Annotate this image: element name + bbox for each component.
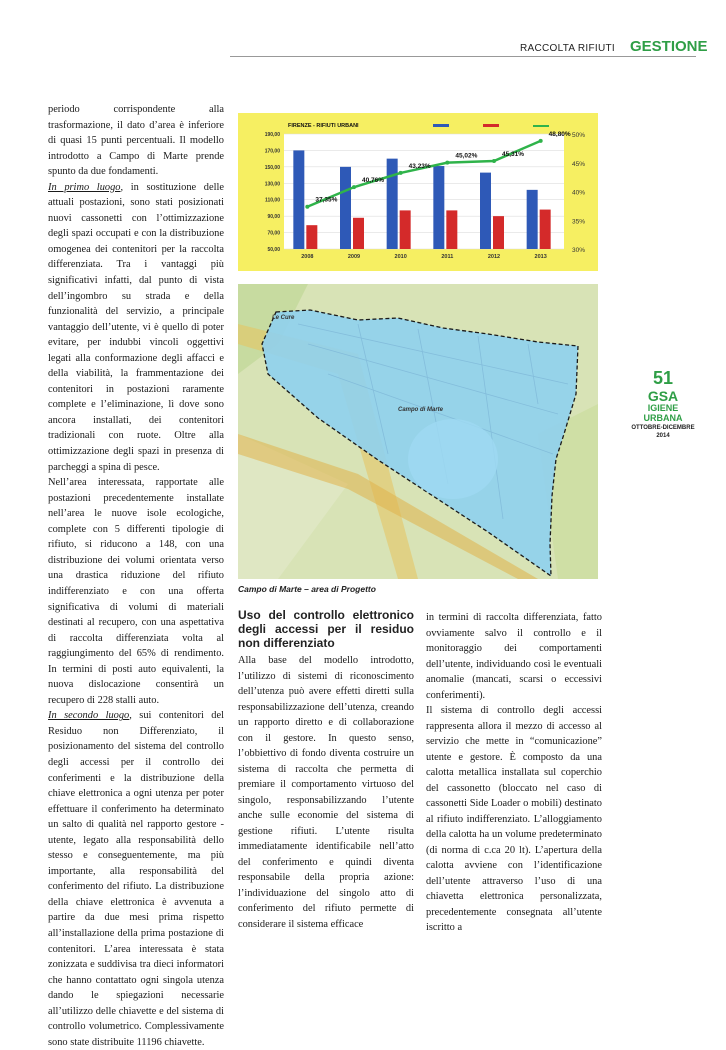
y-tick-label: 130,00 xyxy=(264,181,280,188)
category-title: GESTIONE xyxy=(630,38,708,55)
legend-swatch xyxy=(433,124,449,127)
y-tick-label: 150,00 xyxy=(264,164,280,171)
paragraph: Il sistema di controllo degli accessi rappresenta allora il mezzo di accesso al servizio che mette in “comunicazione” utente e gestore. È composto da una calotta metallica installata sul coperchio del cassonetto (bloccato nel caso di cassonetti Side Loader o mobili) destinato al rifiuto indifferenziato. L’alloggiamento della calotta ha un volume predeterminato (di norma di c.ca 20 lt). L’apertura della calotta avviene con l’identificazione dell’utente attraverso l’uso di una chiavetta elettronica personalizzata, precedentemente consegnata all’utente iscritto a xyxy=(426,705,602,933)
map-caption: Campo di Marte – area di Progetto xyxy=(238,584,376,594)
y-tick-label: 110,00 xyxy=(264,197,280,204)
y-tick-label: 70,00 xyxy=(267,230,280,237)
x-tick-label: 2009 xyxy=(347,254,361,260)
bar xyxy=(433,166,444,249)
bar xyxy=(527,190,538,249)
bar xyxy=(306,225,317,249)
waste-chart xyxy=(238,113,598,271)
chart-title: FIRENZE - RIFIUTI URBANI xyxy=(288,123,359,129)
magazine-subtitle: IGIENE URBANA xyxy=(643,403,683,423)
line-point xyxy=(305,205,309,209)
y-tick-label: 190,00 xyxy=(264,132,280,138)
paragraph-text: , in sostituzione delle attuali postazioni, sono stati posizionati nuovi cassonetti con l’ottimizzazione degli spazi occupati e con la distribuzione omogenea dei contenitori per la raccolta differenziata. Tra i vantaggi più significativi infatti, dal punto di vista dell’ingombro su strada e della funzionalità del servizio, a principale vantaggio dell’utente, vi è quello di poter evitare, per indubbi vincoli oggettivi legati alla conformazione degli affacci e della viabilità, la frammentazione dei contenitori in postazioni raramente complete e l’eliminazione, lì dove sono ancora installati, dei contenitori tradizionali con ruote. Oltre alla ottimizzazione degli spazi in presenza di parcheggi a spina di pesce. xyxy=(48,181,224,473)
text-column-2 xyxy=(238,608,414,932)
bar xyxy=(293,150,304,249)
data-label: 48,80% xyxy=(548,130,571,138)
y-tick-label: 90,00 xyxy=(267,214,280,221)
lead-phrase: In primo luogo xyxy=(48,181,121,193)
bar xyxy=(340,167,351,249)
paragraph xyxy=(48,180,224,475)
page-number: 51 xyxy=(652,368,674,388)
text-column-3 xyxy=(426,610,602,936)
line-point xyxy=(445,161,449,165)
line-point xyxy=(352,185,356,189)
data-label: 45,02% xyxy=(455,152,478,160)
area-map xyxy=(238,284,598,579)
y2-tick-label: 40% xyxy=(572,189,586,197)
lead-phrase: In secondo luogo xyxy=(48,710,130,722)
y2-tick-label: 45% xyxy=(572,160,586,168)
bar xyxy=(400,210,411,249)
y-tick-label: 170,00 xyxy=(264,148,280,155)
map-svg xyxy=(238,284,598,579)
x-tick-label: 2013 xyxy=(534,254,547,260)
chart-svg xyxy=(238,113,598,271)
y2-tick-label: 50% xyxy=(572,132,586,139)
section-heading: Uso del controllo elettronico degli accessi per il residuo non differenziato xyxy=(238,608,414,650)
map-label-area: Campo di Marte xyxy=(398,407,444,413)
bar xyxy=(387,159,398,249)
paragraph: Alla base del modello introdotto, l’utilizzo di sistemi di riconoscimento dell’utenza può avere effetti diretti sulla responsabilizzazione dell’utenza, creando un rapporto diretto e di collaborazione con il gestore. In questo senso, l’obbiettivo di fondo diventa costruire un sistema di raccolta che permetta di premiare il comportamento virtuoso del singolo, responsabilizzando l’utente anche sulle economie del sistema di gestione rifiuti. L’utente risulta immediatamente identificabile nell’atto del conferimento e quindi diventa responsabile della propria azione: l’individuazione del singolo atto di conferimento del rifiuto permette di considerare il sistema efficace xyxy=(238,655,414,930)
bar xyxy=(540,210,551,249)
paragraph: in termini di raccolta differenziata, fatto ovviamente salvo il controllo e il monitoraggio dei comportamenti dell’utente, individuando così le eventuali anomalie (mancati, scarsi o eccessivi conferimenti). xyxy=(426,612,602,701)
line-point xyxy=(539,139,543,143)
bar xyxy=(480,173,491,249)
line-point xyxy=(399,171,403,175)
legend-swatch xyxy=(483,124,499,127)
y2-tick-label: 30% xyxy=(572,247,586,254)
section-title: RACCOLTA RIFIUTI xyxy=(520,43,615,54)
x-tick-label: 2012 xyxy=(487,254,501,260)
y-tick-label: 50,00 xyxy=(267,247,280,253)
data-label: 40,76% xyxy=(362,177,385,185)
line-point xyxy=(492,159,496,163)
map-label-north: Le Cure xyxy=(272,315,295,321)
data-label: 45,31% xyxy=(502,150,525,158)
paragraph-text: , sui contenitori del Residuo non Differenziato, il posizionamento del sistema del controllo degli accessi per il controllo dei conferimenti e la distribuzione della chiave elettronica a ogni utenza per poter effettuare il conferimento ha determinato un salto di qualità nel rapporto gestore - utente, legato alla responsabilità dello stesso e conseguentemente, ma più importante, alla responsabilità del conferimento del rifiuto. La distribuzione della chiave elettronica è avvenuta a partire da due mesi prima rispetto all’installazione della prima postazione di contenitori. L’area interessata è stata zonizzata e suddivisa tra dieci informatori che hanno contattato ogni singola utenza dando le spiegazioni necessarie all’utilizzo delle chiavette e del sistema di controllo volumetrico. Complessivamente sono state distribuite 11196 chiavette. xyxy=(48,710,224,1048)
bar xyxy=(493,216,504,249)
y2-tick-label: 35% xyxy=(572,218,586,226)
magazine-badge xyxy=(630,369,696,440)
x-tick-label: 2011 xyxy=(441,254,454,260)
magazine-logo: GSA xyxy=(647,388,679,404)
data-label: 43,23% xyxy=(408,162,431,170)
paragraph: periodo corrispondente alla trasformazione, il dato d’area è inferiore di quasi 15 punti percentuali. Il modello introdotto a Campo di Marte prende spunto da due fondamenti. xyxy=(48,104,224,178)
text-column-1 xyxy=(48,102,224,1050)
header-divider xyxy=(230,56,696,57)
x-tick-label: 2010 xyxy=(394,254,407,260)
x-tick-label: 2008 xyxy=(301,254,314,260)
paragraph xyxy=(48,708,224,1050)
paragraph: Nell’area interessata, rapportate alle postazioni precedentemente installate nell’area le nuove isole ecologiche, complete con 5 differenti tipologie di rifiuto, si riducono a 148, con una distribuzione dei volumi orientata verso una drastica riduzione del rifiuto indifferenziato e con una offerta significativa di volumi di materiali destinati al recupero, con una aspettativa di raccolta differenziata volta al raggiungimento del 65% di rendimento. In termini di posti auto equivalenti, la nuova dislocazione consentirà un recupero di 228 stalli auto. xyxy=(48,477,224,706)
data-label: 37,35% xyxy=(315,196,338,204)
bar xyxy=(353,218,364,249)
issue-date: OTTOBRE-DICEMBRE 2014 xyxy=(631,425,695,439)
bar xyxy=(446,210,457,249)
